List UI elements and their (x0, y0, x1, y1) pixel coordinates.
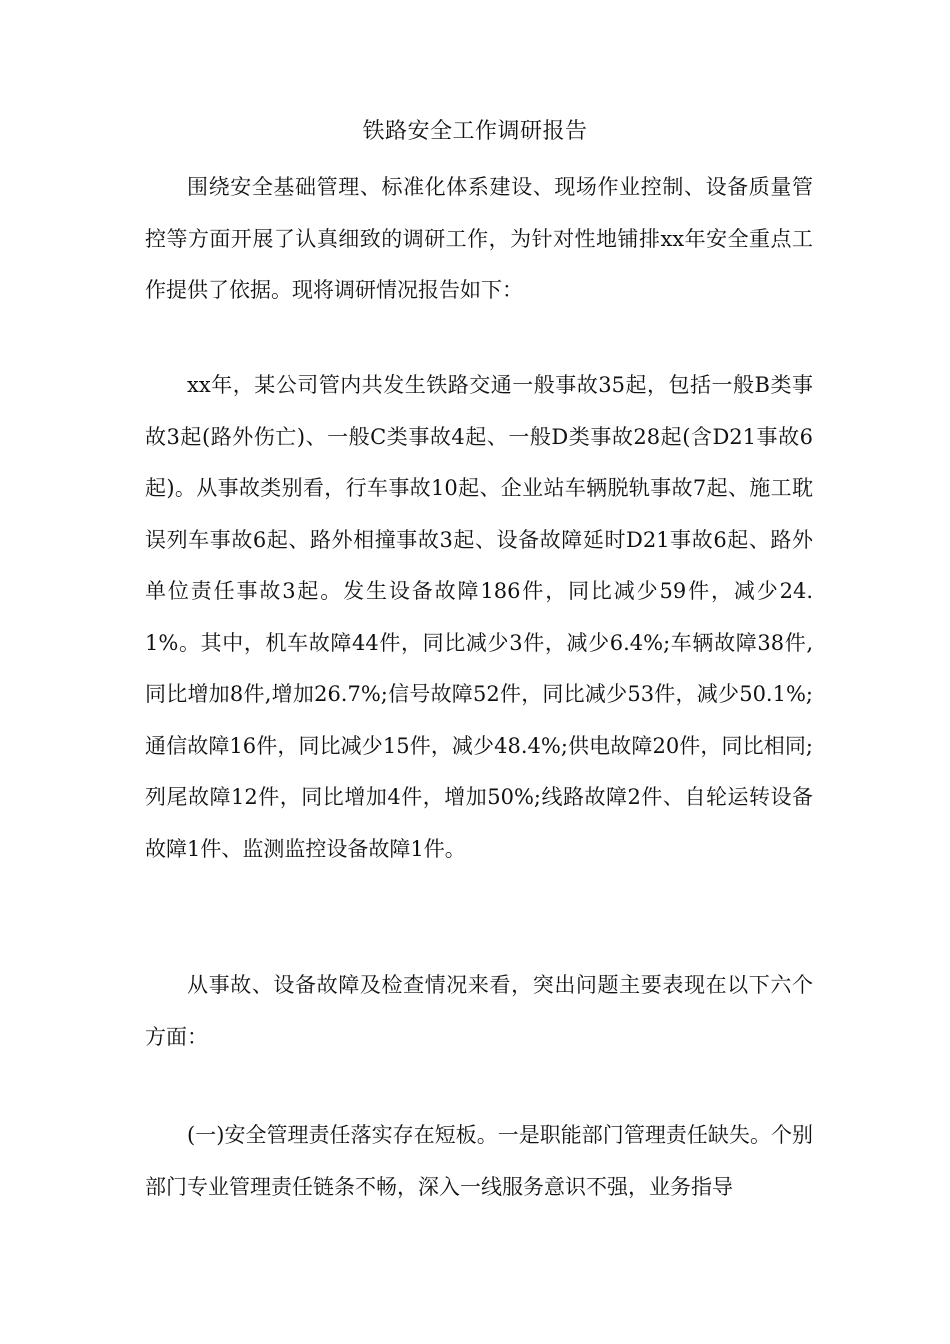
paragraph-section-one: (一)安全管理责任落实存在短板。一是职能部门管理责任缺失。个别部门专业管理责任链条不畅，深入一线服务意识不强，业务指导 (145, 1123, 813, 1199)
paragraph-intro: 围绕安全基础管理、标准化体系建设、现场作业控制、设备质量管控等方面开展了认真细致的调研工作，为针对性地铺排xx年安全重点工作提供了依据。现将调研情况报告如下： (145, 175, 813, 302)
paragraph-accident-statistics: xx年，某公司管内共发生铁路交通一般事故35起，包括一般B类事故3起(路外伤亡)、一般C类事故4起、一般D类事故28起(含D21事故6起)。从事故类别看，行车事故10起、企业站车辆脱轨事故7起、施工耽误列车事故6起、路外相撞事故3起、设备故障延时D21事故6起、路外单位责任事故3起。发生设备故障186件，同比减少59件，减少24.1%。其中，机车故障44件，同比减少3件，减少6.4%;车辆故障38件,同比增加8件,增加26.7%;信号故障52件，同比减少53件，减少50.1%;通信故障16件，同比减少15件，减少48.4%;供电故障20件，同比相同;列尾故障12件，同比增加4件，增加50%;线路故障2件、自轮运转设备故障1件、监测监控设备故障1件。 (145, 373, 813, 861)
document-title: 铁路安全工作调研报告 (362, 119, 588, 144)
paragraph-problems-summary: 从事故、设备故障及检查情况来看，突出问题主要表现在以下六个方面： (145, 973, 813, 1049)
